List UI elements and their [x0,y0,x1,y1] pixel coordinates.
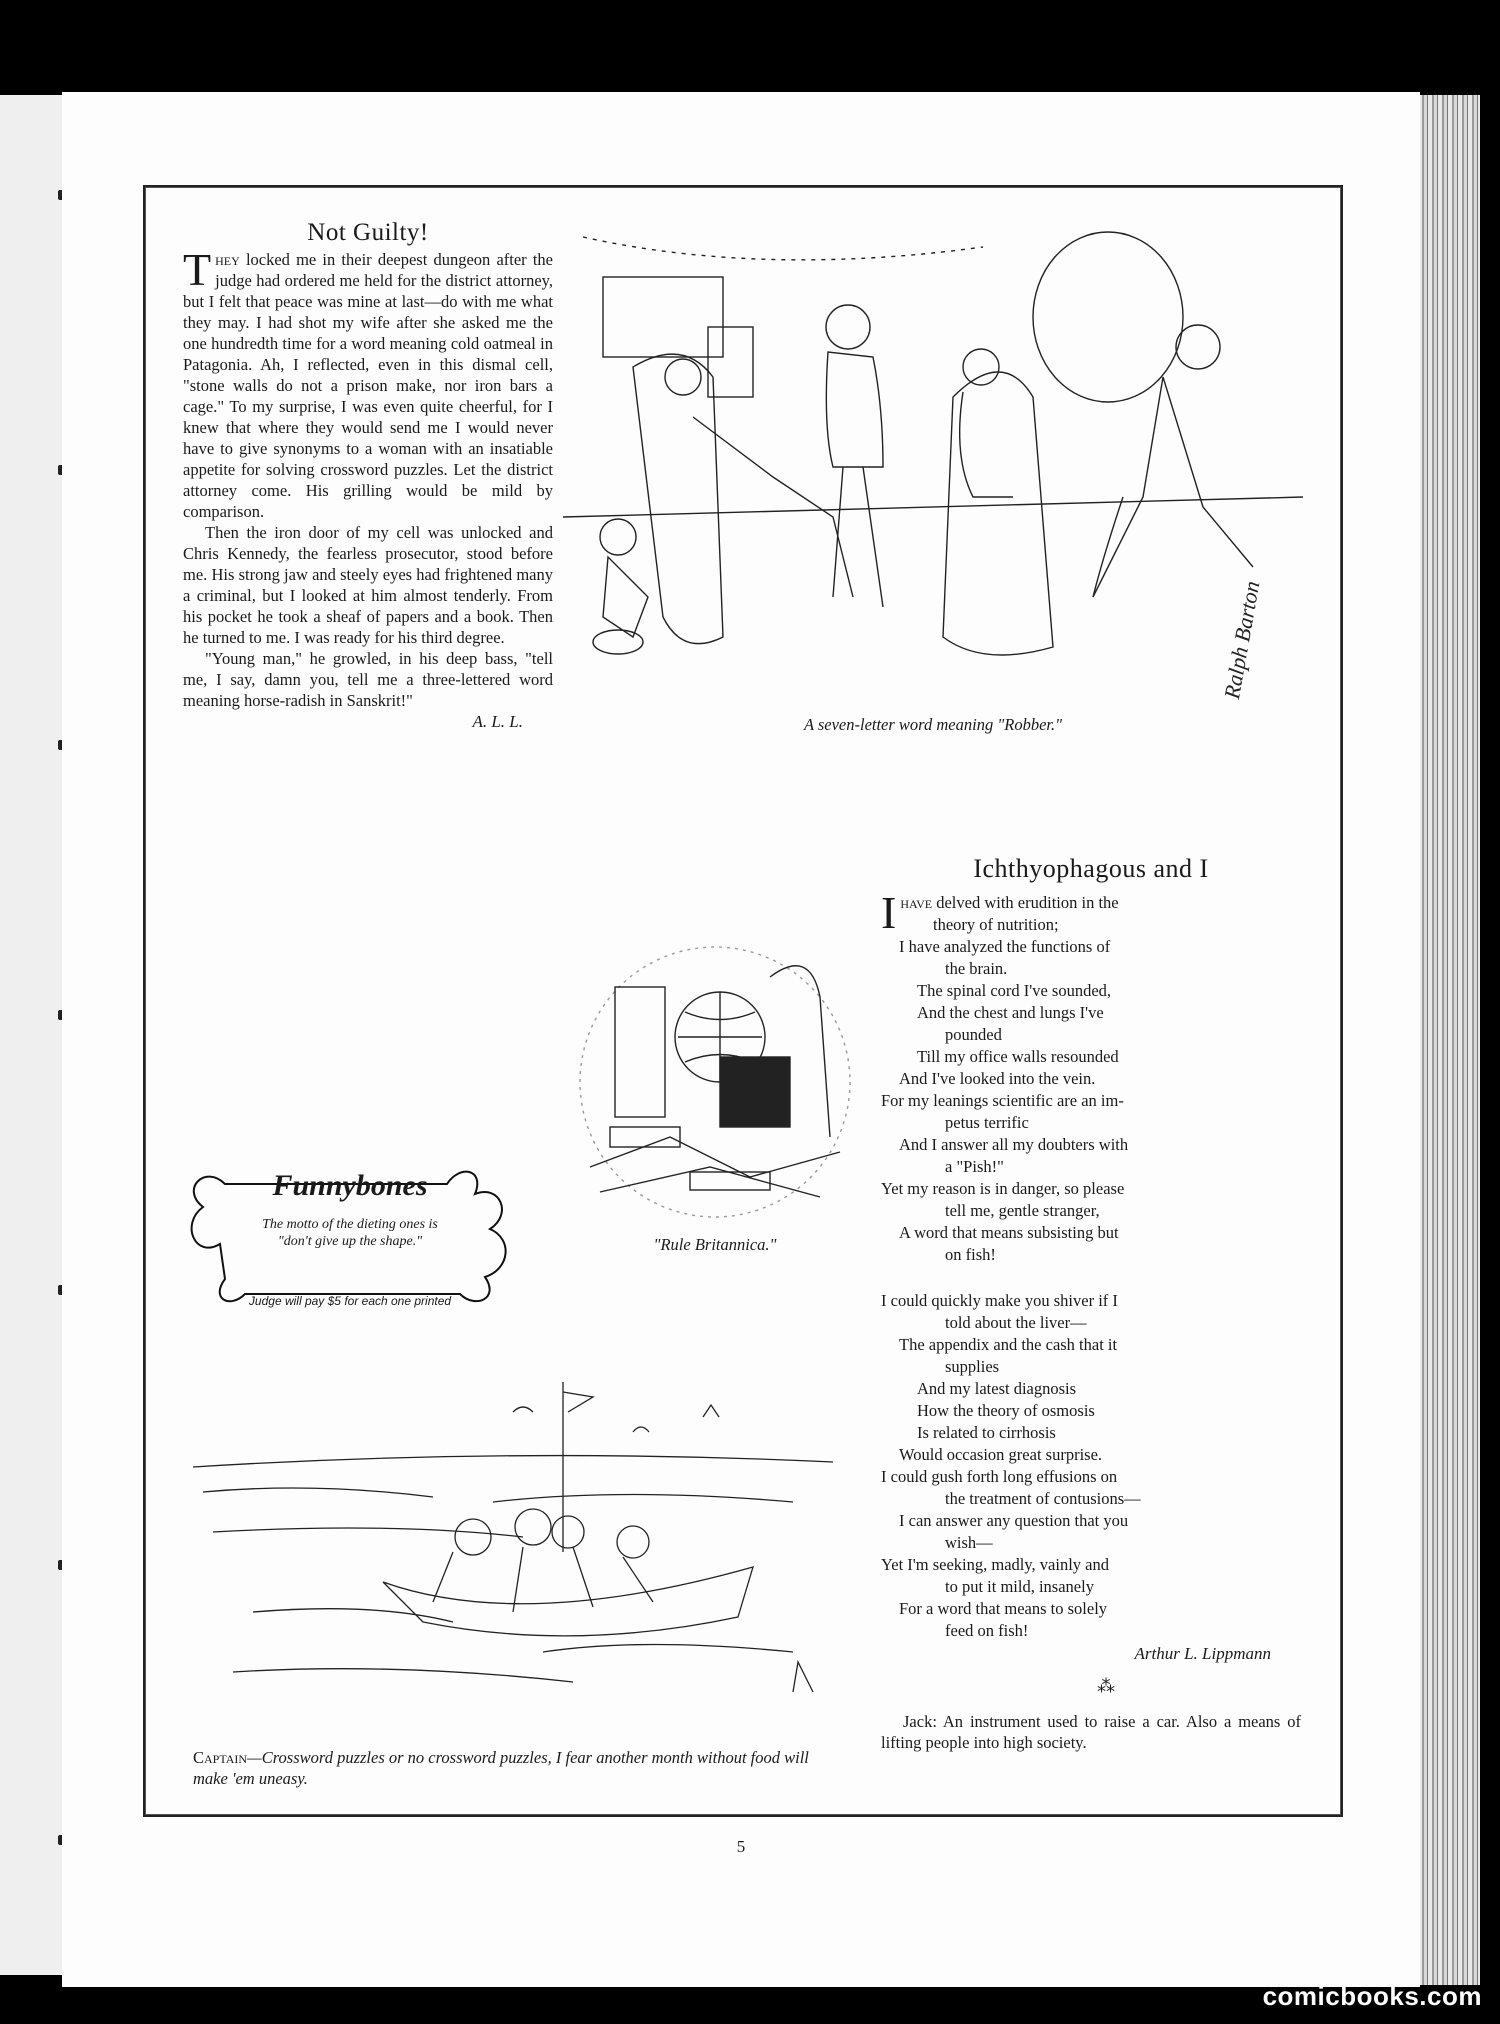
poem-line: the treatment of contusions— [945,1489,1141,1508]
poem-signature: Arthur L. Lippmann [1134,1644,1271,1663]
poem-line: Is related to cirrhosis [917,1423,1056,1442]
poem-line: I have analyzed the functions of [899,937,1111,956]
funnybones-line: The motto of the dieting ones is [262,1217,438,1232]
artist-signature: Ralph Barton [1219,579,1265,701]
poem-line: I could gush forth long effusions on [881,1467,1118,1486]
page-border [143,185,1343,1817]
poem-line: I could quickly make you shiver if I [881,1291,1118,1310]
poem-line-text: delved with erudition in the [932,893,1119,912]
poem-line: on fish! [945,1245,996,1264]
poem-line: the brain. [945,959,1008,978]
page-number: 5 [736,1837,746,1856]
poem-line: The appendix and the cash that it [899,1335,1118,1354]
caption-speaker: Captain [193,1748,248,1767]
poem-line: wish— [945,1533,993,1552]
poem-line: feed on fish! [945,1621,1029,1640]
lead-word: have [900,893,933,912]
poem-line: I can answer any question that you [899,1511,1129,1530]
robber-illustration [563,217,1303,717]
article-signature: A. L. L. [472,712,523,731]
britannica-caption: "Rule Britannica." [653,1235,777,1254]
poem-line: How the theory of osmosis [917,1401,1095,1420]
paragraph: "Young man," he growled, in his deep bass, "tell me, I say, damn you, tell me a three-lettered word meaning horse-radish in Sanskrit!" [183,649,553,710]
boat-cartoon [193,1352,833,1788]
poem-line: told about the liver— [945,1313,1087,1332]
poem-line: And the chest and lungs I've [917,1003,1104,1022]
watermark-logo: comicbooks.com [1262,1981,1482,2011]
paragraph: Then the iron door of my cell was unlocked and Chris Kennedy, the fearless prosecutor, stood before me. His strong jaw and steely eyes had frightened many a criminal, but I looked at him almost tenderly. From his pocket he took a sheaf of papers and a book. Then he turned to me. I was ready for his third degree. [183,523,553,647]
poem-ichthyophagous [881,854,1301,1753]
poem-line: a "Pish!" [945,1157,1004,1176]
magazine-page [62,92,1420,1987]
paragraph [183,244,553,522]
poem-line: For a word that means to solely [899,1599,1108,1618]
drop-cap: I [881,887,897,938]
poem-line: Yet I'm seeking, madly, vainly and [881,1555,1109,1574]
funnybones-box [185,1159,515,1309]
boat-illustration [193,1352,833,1732]
drop-cap: T [183,244,212,295]
boat-caption [193,1747,833,1789]
jack-joke [881,1711,1301,1753]
poem-line: For my leanings scientific are an im- [881,1091,1124,1110]
poem-stanza [881,887,1301,1266]
poem-line: Till my office walls resounded [917,1047,1119,1066]
poem-line: supplies [945,1357,1000,1376]
article-title: Not Guilty! [307,219,429,246]
lead-word: hey [215,250,240,269]
poem-line: The spinal cord I've sounded, [917,981,1112,1000]
article-not-guilty [183,219,553,732]
poem-line: And I answer all my doubters with [899,1135,1129,1154]
ornament-divider: ⁂ [1097,1676,1115,1696]
page-stack-edge [1418,95,1480,1985]
poem-stanza [881,1290,1301,1642]
poem-line: petus terrific [945,1113,1029,1132]
poem-line: Yet my reason is in danger, so please [881,1179,1125,1198]
caption-text: —Crossword puzzles or no crossword puzzles, I fear another month without food will make 'em uneasy. [193,1748,809,1788]
poem-line: A word that means subsisting but [899,1223,1119,1242]
previous-page-edge [0,95,64,1975]
britannica-illustration [570,937,860,1222]
poem-line: to put it mild, insanely [945,1577,1094,1596]
poem-line: tell me, gentle stranger, [945,1201,1100,1220]
funnybones-title: Funnybones [272,1169,428,1202]
robber-caption: A seven-letter word meaning "Robber." [803,715,1063,734]
article-body [183,244,553,732]
funnybones-line: "don't give up the shape." [277,1234,423,1249]
funnybones-footer: Judge will pay $5 for each one printed [248,1294,452,1308]
paragraph-text: locked me in their deepest dungeon after the judge had ordered me held for the district attorney, but I felt that peace was mine at last—do with me what they may. I had shot my wife after she asked me the one hundredth time for a word meaning cold oatmeal in Patagonia. Ah, I reflected, even in this dismal cell, "stone walls do not a prison make, nor iron bars a cage." To my surprise, I was even quite cheerful, for I knew that where they would send me I would never have to give synonyms to a woman with an insatiable appetite for solving crossword puzzles. Let the district attorney come. His grilling would be mild by comparison. [183,250,553,521]
poem-line: And I've looked into the vein. [899,1069,1096,1088]
britannica-cartoon [570,937,860,1262]
poem-line: pounded [945,1025,1002,1044]
funnybones-text [205,1216,495,1250]
robber-cartoon [563,217,1303,734]
poem-title: Ichthyophagous and I [973,854,1209,883]
poem-line: Would occasion great surprise. [899,1445,1103,1464]
poem-line: theory of nutrition; [933,915,1059,934]
jack-text: Jack: An instrument used to raise a car. Also a means of lifting people into high society. [881,1712,1301,1752]
poem-line: And my latest diagnosis [917,1379,1077,1398]
